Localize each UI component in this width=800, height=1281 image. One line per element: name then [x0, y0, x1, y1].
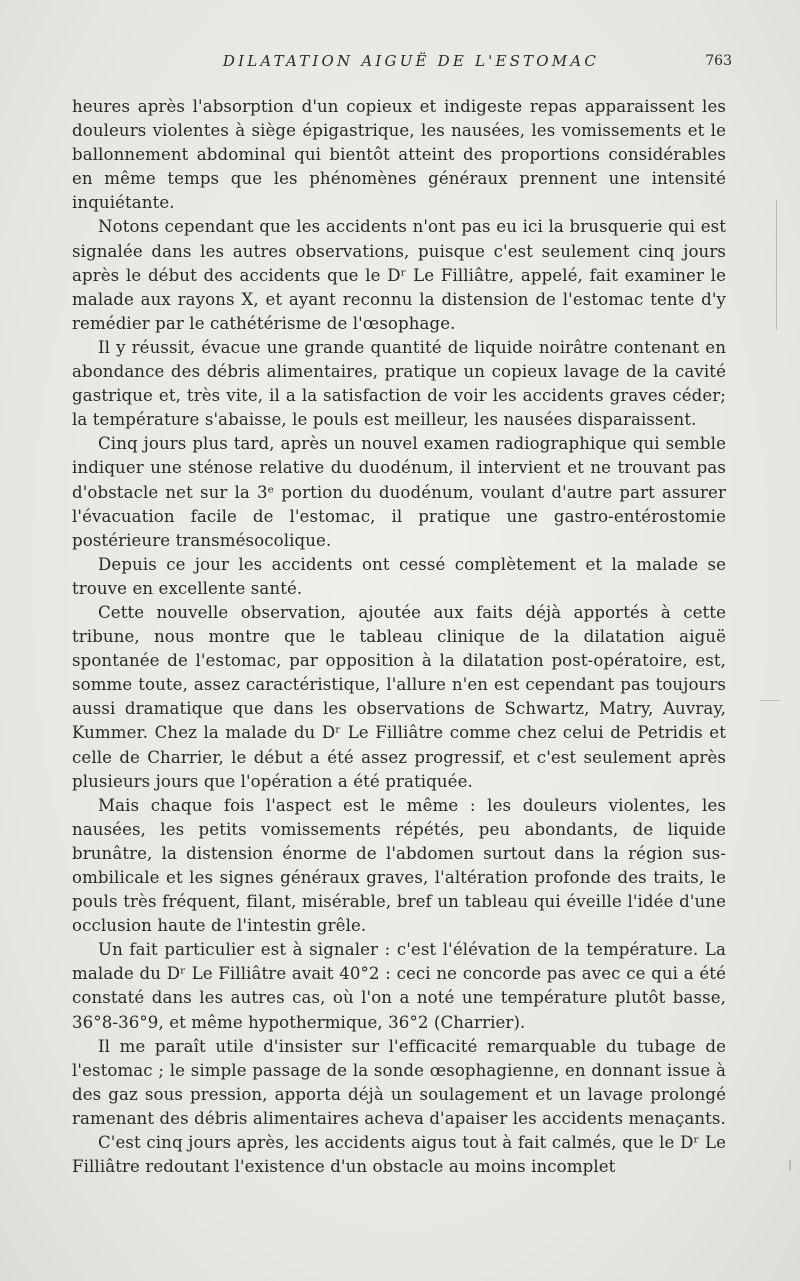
paragraph: Un fait particulier est à signaler : c'est l'élévation de la température. La malade du Dʳ Le Filliâtre avait 40°2 : ceci ne concorde pas avec ce qui a été constaté dans les autres cas, où l'on a noté une température plutôt basse, 36°8-36°9, et même hypothermique, 36°2 (Charrier). — [72, 940, 726, 1032]
body-text — [72, 95, 726, 1179]
paragraph: Cette nouvelle observation, ajoutée aux faits déjà apportés à cette tribune, nous montre que le tableau clinique de la dilatation aiguë spontanée de l'estomac, par opposition à la dilatation post-opératoire, est, somme toute, assez caractéristique, l'allure n'en est cependant pas toujours aussi dramatique que dans les observations de Schwartz, Matry, Auvray, Kummer. Chez la malade du Dʳ Le Filliâtre comme chez celui de Petridis et celle de Charrier, le début a été assez progressif, et c'est seulement après plusieurs jours que l'opération a été pratiquée. — [72, 602, 726, 791]
paragraph: Mais chaque fois l'aspect est le même : les douleurs violentes, les nausées, les petits vomissements répétés, peu abondants, de liquide brunâtre, la distension énorme de l'abdomen surtout dans la région sus-ombilicale et les signes généraux graves, l'altération profonde des traits, le pouls très fréquent, filant, misérable, bref un tableau qui éveille l'idée d'une occlusion haute de l'intestin grêle. — [72, 795, 726, 936]
margin-tick-mark — [789, 1160, 791, 1170]
running-header — [72, 52, 732, 76]
paragraph: C'est cinq jours après, les accidents aigus tout à fait calmés, que le Dʳ Le Filliâtre redoutant l'existence d'un obstacle au moins incomplet — [72, 1133, 726, 1177]
paragraph-continued: heures après l'absorption d'un copieux et indigeste repas apparaissent les douleurs violentes à siège épigastrique, les nausées, les vomissements et le ballonnement abdominal qui bientôt atteint des proportions considérables en même temps que les phénomènes généraux prennent une intensité inquiétante. — [72, 97, 726, 213]
margin-bracket-mark — [776, 200, 777, 330]
paragraph: Il me paraît utile d'insister sur l'efficacité remarquable du tubage de l'estomac ; le simple passage de la sonde œsophagienne, en donnant issue à des gaz sous pression, apporta déjà un soulagement et un lavage prolongé ramenant des débris alimentaires acheva d'apaiser les accidents menaçants. — [72, 1036, 726, 1128]
paragraph: Il y réussit, évacue une grande quantité de liquide noirâtre contenant en abondance des débris alimentaires, pratique un copieux lavage de la cavité gastrique et, très vite, il a la satisfaction de voir les accidents graves céder; la température s'abaisse, le pouls est meilleur, les nausées disparaissent. — [72, 337, 726, 430]
paragraph: Cinq jours plus tard, après un nouvel examen radiographique qui semble indiquer une sténose relative du duodénum, il intervient et ne trouvant pas d'obstacle net sur la 3ᵉ portion du duodénum, voulant d'autre part assurer l'évacuation facile de l'estomac, il pratique une gastro-entérostomie postérieure transmésocolique. — [72, 434, 726, 550]
running-title: DILATATION AIGUË DE L'ESTOMAC — [222, 52, 600, 70]
page-number: 763 — [705, 53, 732, 69]
margin-bracket-mark — [760, 700, 780, 701]
paragraph: Notons cependant que les accidents n'ont pas eu ici la brusquerie qui est signalée dans les autres observations, puisque c'est seulement cinq jours après le début des accidents que le Dʳ Le Filliâtre, appelé, fait examiner le malade aux rayons X, et ayant reconnu la distension de l'estomac tente d'y remédier par le cathétérisme de l'œsophage. — [72, 217, 726, 333]
paragraph: Depuis ce jour les accidents ont cessé complètement et la malade se trouve en excellente santé. — [72, 554, 726, 598]
